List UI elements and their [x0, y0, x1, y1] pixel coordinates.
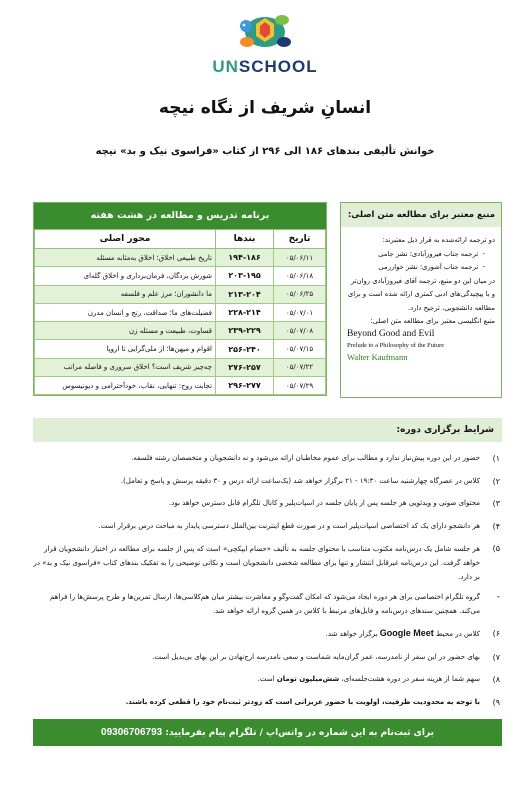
row-date: ۰۵/۰۷/۰۸: [274, 322, 326, 340]
row-bands: ۲۳۹-۲۲۹: [216, 322, 274, 340]
row-topic: اقوام و میهن‌ها؛ از ملی‌گرایی تا اروپا: [35, 340, 216, 358]
brand-un: UN: [212, 57, 239, 76]
row-topic: تجابت روح: تنهایی، نقاب، خودآحترامی و دیونیسوس: [35, 377, 216, 395]
item-number: ۲): [492, 476, 500, 486]
row-topic: فضیلت‌های ما؛ صداقت، رنج و انسان مدرن: [35, 303, 216, 321]
page-title: انسانِ شریف از نگاه نیچه: [158, 98, 372, 118]
header-bands: بندها: [216, 230, 274, 249]
row-bands: ۲۰۳-۱۹۵: [216, 267, 274, 285]
row-topic: قساوت، طبیعت و مسئله زن: [35, 322, 216, 340]
item-number: ۴): [492, 521, 500, 531]
table-row: [35, 358, 326, 376]
table-row: [35, 377, 326, 395]
table-row: [35, 267, 326, 285]
item-text: گروه تلگرام اختصاصی برای هر دوره ایجاد می‌شود که امکان گفت‌وگو و معاشرت بیشتر میان هم‌کلاسی‌ها، ارسال تمرین‌ها و طرح پرسش‌ها را فراهم می‌کند. همچنین سندهای درس‌نامه و فایل‌های مرتبط با کلاس در همین گروه ارائه خواهد شد.: [50, 592, 480, 615]
book-translator: Walter Kaufmann: [347, 351, 408, 362]
schedule-title: برنامه تدریس و مطالعه در هشت هفته: [34, 203, 326, 229]
source-line: دو ترجمه ارائه‌شده به قرار ذیل معتبرند:: [382, 236, 495, 244]
item-text: هر جلسه شامل یک درس‌نامه مکتوب متناسب با محتوای جلسه به تألیف «حسام ایپکچی» است که پس از جلسه برای مطالعه در اختیار دانشجویان قرار خواهد گرفت. این درس‌نامه غیرقابل انتشار و تنها برای مطالعه شخصی دانشجویان است و نکاتی توضیحی را به تفکیک بندهای کتاب «فراسوی نیک و بد» در بر دارد.: [33, 545, 480, 581]
row-date: ۰۵/۰۷/۰۱: [274, 303, 326, 321]
table-row: [35, 322, 326, 340]
item-text: با توجه به محدودیت ظرفیت، اولویت با حضور عزیزانی است که زودتر ثبت‌نام خود را قطعی کرده باشند.: [125, 697, 480, 706]
item-number: -: [496, 591, 500, 602]
row-topic: تاریخ طبیعی اخلاق؛ اخلاق به‌مثابه مسئله: [35, 249, 216, 267]
conditions-title: شرایط برگزاری دوره:: [33, 418, 502, 442]
brand-school: SCHOOL: [238, 57, 318, 76]
row-bands: ۲۵۶-۲۴۰: [216, 340, 274, 358]
row-bands: ۲۹۶-۲۷۷: [216, 377, 274, 395]
list-item: [28, 475, 506, 488]
table-row: [35, 285, 326, 303]
schedule-grid: [34, 229, 326, 395]
item-number: ۶): [492, 629, 500, 638]
google-meet-label: Google Meet: [379, 628, 434, 638]
list-item: [28, 627, 506, 641]
unschool-logo: [0, 4, 530, 76]
row-bands: ۲۷۶-۲۵۷: [216, 358, 274, 376]
row-topic: چه‌چیز شریف است؟ اخلاق سروری و فاصله مراتب: [35, 358, 216, 376]
row-date: ۰۵/۰۷/۲۲: [274, 358, 326, 376]
table-row: [35, 340, 326, 358]
header-date: تاریخ: [274, 230, 326, 249]
item-number: ۸): [492, 675, 500, 684]
item-text: سهم شما از هزینه سفر در دوره هشت‌جلسه‌ای،: [341, 675, 480, 683]
item-text: کلاس در محیط: [435, 630, 480, 638]
book-title: Beyond Good and Evil: [347, 328, 435, 339]
list-item: [28, 497, 506, 510]
registration-banner: [33, 719, 502, 746]
list-item: [28, 673, 506, 686]
item-number: ۷): [492, 652, 500, 662]
row-bands: ۱۹۴-۱۸۶: [216, 249, 274, 267]
source-title: منبع معتبر برای مطالعه متن اصلی:: [341, 203, 501, 227]
source-line: در میان این دو منبع، ترجمه آقای فیروزآبادی روان‌تر: [350, 276, 495, 285]
list-item: [28, 520, 506, 533]
list-item: [28, 452, 506, 465]
conditions-list: [28, 452, 506, 718]
table-row: [35, 249, 326, 267]
brand-wordmark: [0, 57, 530, 77]
list-item: [28, 590, 506, 618]
phone-number[interactable]: 09306706793: [101, 727, 163, 738]
row-date: ۰۵/۰۶/۱۱: [274, 249, 326, 267]
row-bands: ۲۱۳-۲۰۴: [216, 285, 274, 303]
source-line: منبع انگلیسی معتبر برای مطالعه متن اصلی:: [370, 317, 495, 325]
registration-text: برای ثبت‌نام به این شماره در واتس‌اپ / تلگرام پیام بفرمایید:: [165, 728, 434, 738]
row-bands: ۲۲۸-۲۱۴: [216, 303, 274, 321]
item-text-tail: برگزار خواهد شد.: [325, 630, 378, 638]
item-text-tail: است.: [257, 675, 275, 683]
item-text: محتوای صوتی و ویدئویی هر جلسه پس از پایان جلسه در اسپات‌پلیر و کانال تلگرام قابل دسترس خواهد بود.: [169, 499, 480, 507]
item-number: ۳): [492, 499, 500, 508]
row-topic: ما دانشوران؛ مرز علم و فلسفه: [35, 285, 216, 303]
item-text: حضور در این دوره پیش‌نیاز ندارد و مطالب برای عموم مخاطبان ارائه می‌شود و نه دانشجویان و متخصصان رشته فلسفه.: [131, 454, 480, 462]
list-item: [28, 696, 506, 709]
row-topic: شورش بردگان، فرمان‌برداری و اخلاق گله‌ای: [35, 267, 216, 285]
list-item: [28, 542, 506, 584]
page-subtitle: خوانش تألیفی بندهای ۱۸۶ الی ۲۹۶ از کتاب «فراسوی نیک و بد» نیچه: [95, 146, 435, 157]
row-date: ۰۵/۰۷/۲۹: [274, 377, 326, 395]
row-date: ۰۵/۰۶/۱۸: [274, 267, 326, 285]
source-line: مطالعه دانشجویی، ترجیح دارد.: [408, 303, 495, 312]
schedule-header-row: [35, 230, 326, 249]
schedule-table: [33, 202, 327, 396]
item-number: ۱): [492, 454, 500, 463]
source-line: - ترجمه جناب آشوری؛ نشر خوارزمی: [378, 263, 485, 271]
turtle-logo-icon: [232, 4, 298, 56]
item-number: ۵): [492, 544, 500, 553]
source-line: و با پیچیدگی‌های ادبی کمتری ارائه شده است و برای: [347, 290, 495, 298]
header-topic: محور اصلی: [35, 230, 216, 249]
item-number: ۹): [492, 697, 500, 707]
row-date: ۰۵/۰۷/۱۵: [274, 340, 326, 358]
item-text: هر دانشجو دارای یک کد اختصاصی اسپات‌پلیر است و در صورت قطع اینترنت بین‌الملل دسترسی پایدار به مباحث درس برقرار است.: [98, 521, 480, 530]
item-text: کلاس در عصرگاه چهارشنبه ساعت ۱۹:۳۰ - ۲۱ برگزار خواهد شد (یک‌ساعت ارائه درس و ۳۰ دقیقه پرسش و پاسخ و تعامل).: [120, 476, 480, 485]
source-body: [341, 227, 501, 363]
item-text: بهای حضور در این سفر از نامدرسه، عمر گران‌مایه شماست و سعی نامدرسه ارج‌نهادن بر این بهای بی‌بدیل است.: [152, 652, 480, 661]
book-subtitle: Prelude to a Philosophy of the Future: [347, 341, 445, 349]
source-box: [340, 202, 502, 398]
price-amount: شش‌میلیون تومان: [276, 675, 340, 683]
table-row: [35, 303, 326, 321]
list-item: [28, 651, 506, 664]
source-line: - ترجمه جناب فیروزآبادی؛ نشر جامی: [378, 249, 485, 258]
row-date: ۰۵/۰۶/۲۵: [274, 285, 326, 303]
